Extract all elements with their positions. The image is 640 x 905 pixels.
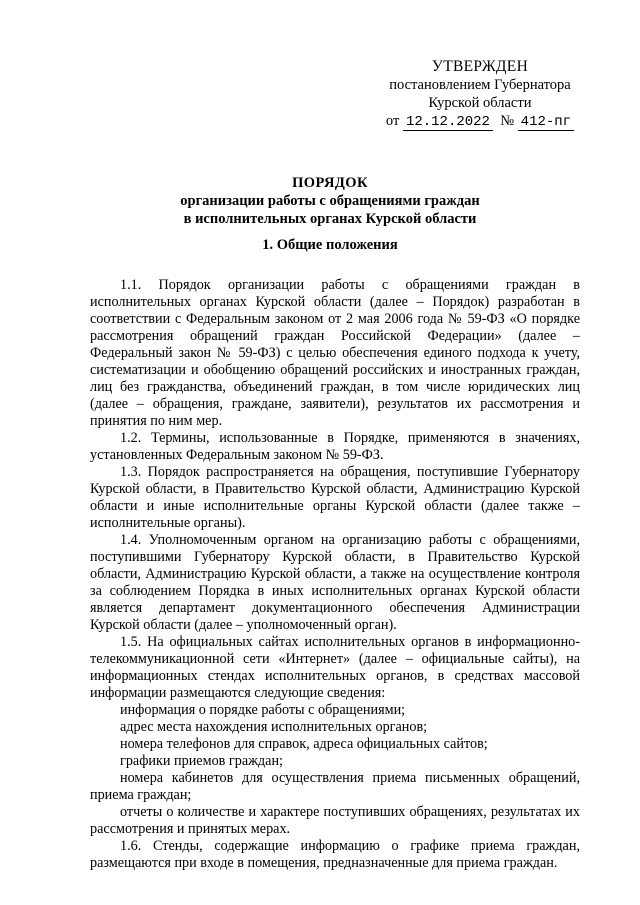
paragraph: 1.6. Стенды, содержащие информацию о графике приема граждан, размещаются при входе в помещения, предназначенные для приема граждан. (90, 838, 580, 871)
approval-line-1: постановлением Губернатора (389, 77, 571, 93)
date-prefix: от (385, 113, 400, 129)
approval-heading: УТВЕРЖДЕН (431, 58, 529, 75)
list-item: графики приемов граждан; (120, 753, 283, 769)
approval-number: 412-пг (518, 114, 574, 131)
paragraph: 1.4. Уполномоченным органом на организацию работы с обращениями, поступившими Губернатору Курской области, в Правительство Курской области, Администрацию Курской области, а также на осуществление контроля за соблюдением Порядка в иных исполнительных органах Курской области является департамент документационного обеспечения Администрации Курской области (далее – уполномоченный орган). (90, 532, 580, 633)
document-body (90, 277, 580, 872)
paragraph: 1.1. Порядок организации работы с обращениями граждан в исполнительных органах Курской области (далее – Порядок) разработан в соответствии с Федеральным законом от 2 мая 2006 года № 59-ФЗ «О порядке рассмотрения обращений граждан Российской Федерации» (далее – Федеральный закон № 59-ФЗ) с целью обеспечения единого подхода к учету, систематизации и обобщению обращений российских и иностранных граждан, лиц без гражданства, объединений граждан, в том числе юридических лиц (далее – обращения, граждане, заявители), результатов их рассмотрения и принятия по ним мер. (90, 277, 580, 429)
approval-stamp (380, 58, 580, 131)
document-title (60, 174, 600, 228)
number-prefix: № (500, 113, 515, 129)
paragraph: 1.3. Порядок распространяется на обращения, поступившие Губернатору Курской области, в Правительство Курской области, Администрацию Курской области и иные исполнительные органы Курской области (далее также – исполнительные органы). (90, 464, 580, 531)
list-item: отчеты о количестве и характере поступивших обращениях, результатах их рассмотрения и принятых мерах. (90, 804, 580, 837)
list-item: номера телефонов для справок, адреса официальных сайтов; (120, 736, 488, 752)
title-line-2: в исполнительных органах Курской области (183, 211, 477, 227)
section-heading: 1. Общие положения (262, 237, 398, 253)
paragraph: 1.5. На официальных сайтах исполнительных органов в информационно-телекоммуникационной сети «Интернет» (далее – официальные сайты), на информационных стендах исполнительных органов, в средствах массовой информации размещаются следующие сведения: (90, 634, 580, 701)
paragraph: 1.2. Термины, использованные в Порядке, применяются в значениях, установленных Федеральным законом № 59-ФЗ. (90, 430, 580, 463)
doc-name: ПОРЯДОК (292, 175, 368, 191)
approval-date: 12.12.2022 (403, 114, 493, 131)
approval-line-2: Курской области (428, 95, 532, 111)
list-item: адрес места нахождения исполнительных органов; (120, 719, 428, 735)
list-item: информация о порядке работы с обращениями; (120, 702, 406, 718)
title-line-1: организации работы с обращениями граждан (180, 193, 480, 209)
approval-date-line (380, 112, 580, 131)
list-item: номера кабинетов для осуществления приема письменных обращений, приема граждан; (90, 770, 580, 803)
